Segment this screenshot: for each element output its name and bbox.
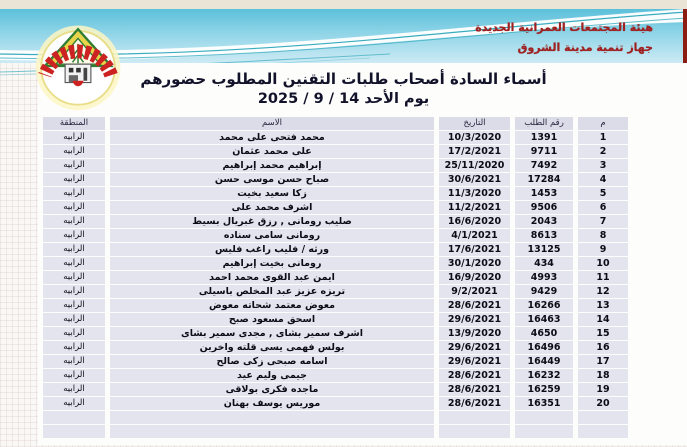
cell-region: الرابيه [43, 201, 105, 214]
cell-date: 29/6/2021 [439, 313, 510, 326]
cell-region: الرابيه [43, 187, 105, 200]
cell-date: 28/6/2021 [439, 299, 510, 312]
cell-region: الرابيه [43, 355, 105, 368]
cell-region: الرابيه [43, 173, 105, 186]
cell-request-no: 16449 [515, 355, 573, 368]
cell-date: 16/6/2020 [439, 215, 510, 228]
cell-serial: 13 [578, 299, 628, 312]
cell-name: جيمى وليم عيد [110, 369, 434, 382]
cell-name: موريس يوسف بهنان [110, 397, 434, 410]
cell-serial: 12 [578, 285, 628, 298]
cell-serial: 2 [578, 145, 628, 158]
table-row [42, 131, 628, 144]
cell-name: اسامه صبحى زكى صالح [110, 355, 434, 368]
cell-date: 16/9/2020 [439, 271, 510, 284]
cell-serial: 19 [578, 383, 628, 396]
cell-serial: 7 [578, 215, 628, 228]
cell-request-no: 17284 [515, 173, 573, 186]
col-header-name: الاسم [110, 117, 434, 130]
cell-name [110, 411, 434, 424]
table-row [42, 411, 628, 424]
cell-region: الرابيه [43, 257, 105, 270]
cell-date: 11/3/2020 [439, 187, 510, 200]
cell-serial: 3 [578, 159, 628, 172]
cell-serial: 1 [578, 131, 628, 144]
table-row [42, 285, 628, 298]
table-row [42, 159, 628, 172]
table-row [42, 173, 628, 186]
cell-request-no: 16266 [515, 299, 573, 312]
organization-header [475, 18, 653, 58]
cell-request-no: 16463 [515, 313, 573, 326]
cell-request-no: 1391 [515, 131, 573, 144]
col-header-serial: م [578, 117, 628, 130]
cell-serial: 9 [578, 243, 628, 256]
cell-request-no: 434 [515, 257, 573, 270]
cell-request-no: 16351 [515, 397, 573, 410]
cell-serial: 18 [578, 369, 628, 382]
cell-name: ايمن عبد القوى محمد احمد [110, 271, 434, 284]
cell-serial: 14 [578, 313, 628, 326]
cell-region: الرابيه [43, 341, 105, 354]
cell-date: 28/6/2021 [439, 397, 510, 410]
cell-name: معوض معتمد شحاته معوض [110, 299, 434, 312]
cell-name: على محمد عثمان [110, 145, 434, 158]
cell-date: 25/11/2020 [439, 159, 510, 172]
cell-date [439, 411, 510, 424]
table-row [42, 341, 628, 354]
cell-request-no: 1453 [515, 187, 573, 200]
cell-region: الرابيه [43, 243, 105, 256]
cell-name: زكا سعيد بخيت [110, 187, 434, 200]
cell-request-no: 9506 [515, 201, 573, 214]
cell-date: 9/2/2021 [439, 285, 510, 298]
cell-serial: 11 [578, 271, 628, 284]
table-row [42, 229, 628, 242]
cell-serial [578, 425, 628, 438]
scan-top-margin [0, 0, 687, 9]
cell-region: الرابيه [43, 285, 105, 298]
table-row [42, 327, 628, 340]
cell-request-no: 9711 [515, 145, 573, 158]
cell-name: تريزه عزيز عبد المخلص باسيلى [110, 285, 434, 298]
cell-serial: 8 [578, 229, 628, 242]
cell-name: صباح حسن موسى حسن [110, 173, 434, 186]
cell-date: 29/6/2021 [439, 355, 510, 368]
cell-region: الرابيه [43, 159, 105, 172]
cell-date: 13/9/2020 [439, 327, 510, 340]
cell-region: الرابيه [43, 215, 105, 228]
organization-name: هيئة المجتمعات العمرانية الجديدة [475, 21, 653, 34]
cell-name: محمد فتحى على محمد [110, 131, 434, 144]
cell-request-no: 4650 [515, 327, 573, 340]
cell-request-no: 13125 [515, 243, 573, 256]
table-row [42, 355, 628, 368]
cell-serial: 5 [578, 187, 628, 200]
cell-date: 28/6/2021 [439, 383, 510, 396]
table-row [42, 215, 628, 228]
title-line2: يوم الأحد 14 / 9 / 2025 [257, 91, 430, 107]
cell-request-no: 16496 [515, 341, 573, 354]
cell-serial: 4 [578, 173, 628, 186]
agency-name: جهاز تنمية مدينة الشروق [517, 41, 653, 54]
table-row [42, 201, 628, 214]
cell-date: 28/6/2021 [439, 369, 510, 382]
table-row [42, 383, 628, 396]
cell-request-no [515, 411, 573, 424]
table-row [42, 313, 628, 326]
cell-region: الرابيه [43, 397, 105, 410]
cell-request-no: 8613 [515, 229, 573, 242]
cell-serial: 16 [578, 341, 628, 354]
table-row [42, 243, 628, 256]
col-header-request-no: رقم الطلب [515, 117, 573, 130]
table-row [42, 397, 628, 410]
cell-region: الرابيه [43, 145, 105, 158]
cell-date: 10/3/2020 [439, 131, 510, 144]
cell-region: الرابيه [43, 131, 105, 144]
cell-name: بولس فهمى يسى قلته واخرين [110, 341, 434, 354]
cell-region [43, 411, 105, 424]
cell-serial: 6 [578, 201, 628, 214]
cell-request-no: 7492 [515, 159, 573, 172]
col-header-region: المنطقة [43, 117, 105, 130]
cell-date: 29/6/2021 [439, 341, 510, 354]
cell-region: الرابيه [43, 369, 105, 382]
col-header-date: التاريخ [439, 117, 510, 130]
cell-request-no: 16232 [515, 369, 573, 382]
cell-name: رومانى بخيت إبراهيم [110, 257, 434, 270]
cell-name: اسحق مسعود صبح [110, 313, 434, 326]
cell-serial: 20 [578, 397, 628, 410]
title-line1: أسماء السادة أصحاب طلبات التقنين المطلوب حضورهم [140, 70, 547, 88]
cell-region: الرابيه [43, 383, 105, 396]
cell-date: 11/2/2021 [439, 201, 510, 214]
table-row [42, 187, 628, 200]
cell-region: الرابيه [43, 327, 105, 340]
cell-request-no: 2043 [515, 215, 573, 228]
table-row [42, 145, 628, 158]
cell-date: 30/6/2021 [439, 173, 510, 186]
table-row [42, 425, 628, 438]
table-row [42, 369, 628, 382]
cell-name: اشرف محمد على [110, 201, 434, 214]
requests-table [42, 117, 628, 439]
cell-region: الرابيه [43, 313, 105, 326]
cell-region [43, 425, 105, 438]
cell-serial: 17 [578, 355, 628, 368]
cell-request-no: 4993 [515, 271, 573, 284]
table-row [42, 257, 628, 270]
cell-name: صليب رومانى , رزق غبريال بسيط [110, 215, 434, 228]
cell-request-no [515, 425, 573, 438]
cell-name [110, 425, 434, 438]
cell-date: 4/1/2021 [439, 229, 510, 242]
table-row [42, 271, 628, 284]
cell-serial: 15 [578, 327, 628, 340]
table-body [42, 131, 628, 438]
cell-name: ورثه / فليب راغب فليس [110, 243, 434, 256]
cell-name: إبراهيم محمد إبراهيم [110, 159, 434, 172]
cell-serial [578, 411, 628, 424]
cell-region: الرابيه [43, 271, 105, 284]
cell-date: 17/2/2021 [439, 145, 510, 158]
cell-name: اشرف سمير بشاى , مجدى سمير بشاى [110, 327, 434, 340]
scan-right-edge [683, 9, 687, 63]
cell-serial: 10 [578, 257, 628, 270]
cell-name: رومانى سامى سناده [110, 229, 434, 242]
cell-region: الرابيه [43, 299, 105, 312]
table-row [42, 299, 628, 312]
cell-date [439, 425, 510, 438]
cell-region: الرابيه [43, 229, 105, 242]
cell-name: ماجده فكرى بولاقى [110, 383, 434, 396]
document-title [60, 69, 627, 110]
table-header-row [42, 117, 628, 130]
cell-request-no: 9429 [515, 285, 573, 298]
cell-date: 30/1/2020 [439, 257, 510, 270]
cell-date: 17/6/2021 [439, 243, 510, 256]
cell-request-no: 16259 [515, 383, 573, 396]
